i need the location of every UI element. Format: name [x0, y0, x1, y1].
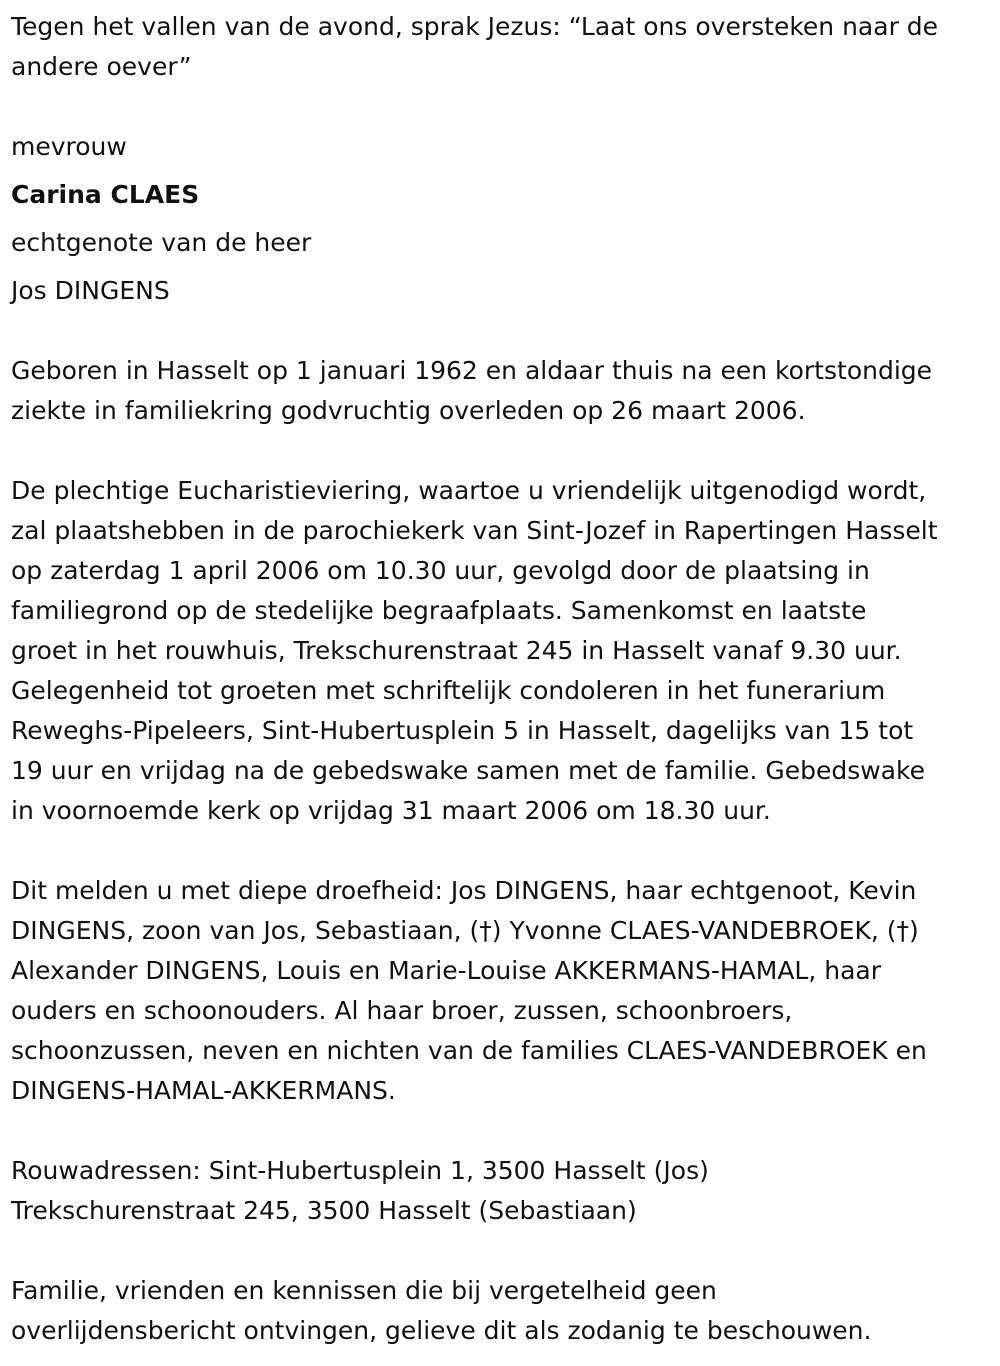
address-line: Trekschurenstraat 245, 3500 Hasselt (Sebastiaan)	[11, 1196, 637, 1225]
birth-death-paragraph	[11, 351, 991, 431]
paragraph-line: DINGENS-HAMAL-AKKERMANS.	[11, 1076, 396, 1105]
title-prefix: mevrouw	[11, 132, 127, 161]
quote-line: Tegen het vallen van de avond, sprak Jezus: “Laat ons oversteken naar de	[11, 12, 939, 41]
paragraph-line: Geboren in Hasselt op 1 januari 1962 en aldaar thuis na een kortstondige	[11, 356, 933, 385]
paragraph-line: 19 uur en vrijdag na de gebedswake samen met de familie. Gebedswake	[11, 756, 925, 785]
paragraph-line: schoonzussen, neven en nichten van de families CLAES-VANDEBROEK en	[11, 1036, 927, 1065]
paragraph-line: Familie, vrienden en kennissen die bij vergetelheid geen	[11, 1276, 717, 1305]
spacer	[11, 263, 991, 271]
spacer	[11, 167, 991, 175]
spacer	[11, 215, 991, 223]
addresses-paragraph	[11, 1151, 991, 1231]
bible-quote	[11, 7, 991, 87]
paragraph-line: ziekte in familiekring godvruchtig overleden op 26 maart 2006.	[11, 396, 806, 425]
address-line: Rouwadressen: Sint-Hubertusplein 1, 3500 Hasselt (Jos)	[11, 1156, 709, 1185]
spouse-name: Jos DINGENS	[11, 276, 170, 305]
paragraph-line: groet in het rouwhuis, Trekschurenstraat 245 in Hasselt vanaf 9.30 uur.	[11, 636, 902, 665]
spacer	[11, 311, 991, 351]
paragraph-line: op zaterdag 1 april 2006 om 10.30 uur, gevolgd door de plaatsing in	[11, 556, 870, 585]
relation-text: echtgenote van de heer	[11, 228, 312, 257]
deceased-name: Carina CLAES	[11, 180, 200, 209]
closing-paragraph	[11, 1271, 991, 1351]
paragraph-line: De plechtige Eucharistieviering, waartoe u vriendelijk uitgenodigd wordt,	[11, 476, 927, 505]
spacer	[11, 1111, 991, 1151]
paragraph-line: ouders en schoonouders. Al haar broer, zussen, schoonbroers,	[11, 996, 793, 1025]
spacer	[11, 87, 991, 127]
paragraph-line: familiegrond op de stedelijke begraafplaats. Samenkomst en laatste	[11, 596, 867, 625]
paragraph-line: Reweghs-Pipeleers, Sint-Hubertusplein 5 in Hasselt, dagelijks van 15 tot	[11, 716, 914, 745]
mourners-paragraph	[11, 871, 991, 1111]
paragraph-line: overlijdensbericht ontvingen, gelieve dit als zodanig te beschouwen.	[11, 1316, 872, 1345]
paragraph-line: Dit melden u met diepe droefheid: Jos DINGENS, haar echtgenoot, Kevin	[11, 876, 917, 905]
spacer	[11, 831, 991, 871]
paragraph-line: DINGENS, zoon van Jos, Sebastiaan, (†) Yvonne CLAES-VANDEBROEK, (†)	[11, 916, 919, 945]
paragraph-line: Alexander DINGENS, Louis en Marie-Louise AKKERMANS-HAMAL, haar	[11, 956, 882, 985]
spacer	[11, 431, 991, 471]
spacer	[11, 1231, 991, 1271]
paragraph-line: in voornoemde kerk op vrijdag 31 maart 2006 om 18.30 uur.	[11, 796, 771, 825]
quote-line: andere oever”	[11, 52, 192, 81]
paragraph-line: zal plaatshebben in de parochiekerk van Sint-Jozef in Rapertingen Hasselt	[11, 516, 938, 545]
paragraph-line: Gelegenheid tot groeten met schriftelijk condoleren in het funerarium	[11, 676, 886, 705]
obituary-document	[11, 7, 991, 1351]
ceremony-paragraph	[11, 471, 991, 831]
